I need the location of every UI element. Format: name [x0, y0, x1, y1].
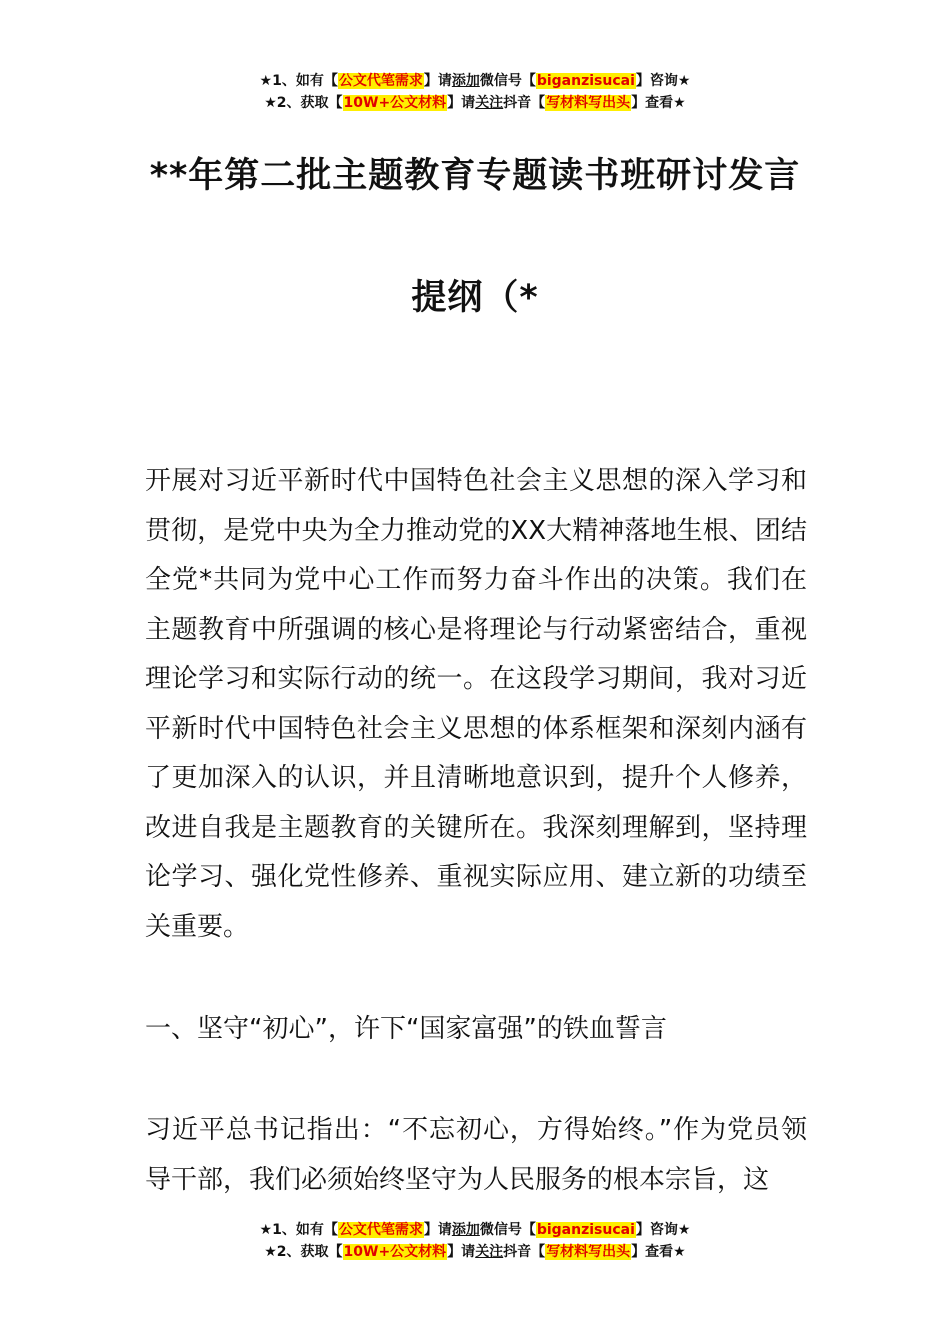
promo-underline: 关注: [475, 95, 504, 111]
promo-footer: [0, 1219, 950, 1263]
promo-highlight: 写材料写出头: [546, 95, 631, 111]
promo-highlight: 公文代笔需求: [338, 73, 423, 89]
promo-underline: 关注: [475, 1244, 504, 1260]
promo-text: 抖音【: [503, 95, 546, 111]
promo-text: ★1、如有【: [259, 73, 338, 89]
promo-text: 微信号【: [479, 1222, 536, 1238]
body-paragraph: 开展对习近平新时代中国特色社会主义思想的深入学习和贯彻，是党中央为全力推动党的XX大精神落地生根、团结全党*共同为党中心工作而努力奋斗作出的决策。我们在主题教育中所强调的核心是将理论与行动紧密结合，重视理论学习和实际行动的统一。在这段学习期间，我对习近平新时代中国特色社会主义思想的体系框架和深刻内涵有了更加深入的认识，并且清晰地意识到，提升个人修养，改进自我是主题教育的关键所在。我深刻理解到，坚持理论学习、强化党性修养、重视实际应用、建立新的功绩至关重要。: [145, 466, 807, 942]
promo-text: 】查看★: [631, 1244, 686, 1260]
promo-underline: 添加: [451, 1222, 480, 1238]
promo-text: ★2、获取【: [264, 1244, 343, 1260]
promo-line-2: [0, 92, 950, 114]
promo-highlight: biganzisucai: [536, 1222, 635, 1238]
promo-header: [0, 70, 950, 114]
promo-highlight: 写材料写出头: [546, 1244, 631, 1260]
promo-text: 抖音【: [503, 1244, 546, 1260]
promo-text: ★1、如有【: [259, 1222, 338, 1238]
promo-text: 微信号【: [479, 73, 536, 89]
document-title: **年第二批主题教育专题读书班研讨发言: [149, 156, 801, 196]
promo-text: 】查看★: [631, 95, 686, 111]
promo-line-1: [0, 70, 950, 92]
document-title-continued: 提纲（*: [411, 278, 539, 318]
promo-highlight: 10W+公文材料: [343, 95, 447, 111]
promo-underline: 添加: [451, 73, 480, 89]
promo-text: 】咨询★: [635, 73, 691, 89]
body-paragraph: 习近平总书记指出：“不忘初心，方得始终。”作为党员领导干部，我们必须始终坚守为人民服务的根本宗旨，这: [145, 1115, 807, 1195]
promo-line-1: [0, 1219, 950, 1241]
promo-text: 】请: [423, 73, 452, 89]
promo-highlight: 10W+公文材料: [343, 1244, 447, 1260]
promo-text: 】请: [447, 1244, 476, 1260]
promo-highlight: 公文代笔需求: [338, 1222, 423, 1238]
promo-line-2: [0, 1241, 950, 1263]
promo-text: ★2、获取【: [264, 95, 343, 111]
promo-highlight: biganzisucai: [536, 73, 635, 89]
promo-text: 】请: [423, 1222, 452, 1238]
promo-text: 】请: [447, 95, 476, 111]
section-heading: 一、坚守“初心”，许下“国家富强”的铁血誓言: [145, 1014, 667, 1044]
promo-text: 】咨询★: [635, 1222, 691, 1238]
